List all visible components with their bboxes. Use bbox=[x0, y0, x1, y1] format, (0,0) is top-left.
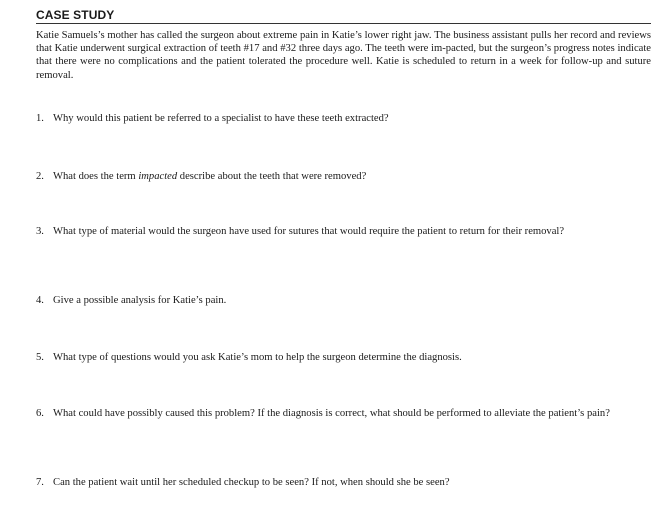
question-text bbox=[53, 170, 651, 183]
question-4 bbox=[36, 294, 651, 307]
question-number: 2. bbox=[36, 171, 44, 182]
case-study-intro: Katie Samuels’s mother has called the surgeon about extreme pain in Katie’s lower right jaw. The business assistant pulls her record and reviews that Katie underwent surgical extraction of teeth #17 and #32 three days ago. The teeth were im-pacted, but the surgeon’s progress notes indicate that there were no complications and the patient tolerated the procedure well. Katie is scheduled to return in a week for follow-up and suture removal. bbox=[36, 30, 651, 81]
question-number: 6. bbox=[36, 408, 44, 419]
question-text-part: What does the term bbox=[53, 171, 139, 182]
question-number: 4. bbox=[36, 295, 44, 306]
case-study-page bbox=[36, 8, 651, 82]
emphasized-term: impacted bbox=[138, 171, 178, 182]
question-number: 1. bbox=[36, 113, 44, 124]
case-study-heading: CASE STUDY bbox=[36, 8, 651, 24]
question-7 bbox=[36, 476, 651, 489]
question-text: Give a possible analysis for Katie’s pain. bbox=[53, 295, 227, 306]
question-text-part: describe about the teeth that were removed? bbox=[177, 171, 367, 182]
question-text: What type of material would the surgeon have used for sutures that would require the patient to return for their removal? bbox=[53, 226, 565, 237]
question-5 bbox=[36, 351, 651, 364]
question-6 bbox=[36, 407, 651, 420]
question-text: What could have possibly caused this problem? If the diagnosis is correct, what should be performed to alleviate the patient’s pain? bbox=[53, 408, 610, 419]
question-1 bbox=[36, 112, 651, 125]
question-text: What type of questions would you ask Katie’s mom to help the surgeon determine the diagnosis. bbox=[53, 352, 462, 363]
question-3 bbox=[36, 225, 651, 238]
question-number: 7. bbox=[36, 477, 44, 488]
question-text: Can the patient wait until her scheduled checkup to be seen? If not, when should she be seen? bbox=[53, 477, 450, 488]
question-number: 5. bbox=[36, 352, 44, 363]
question-text: Why would this patient be referred to a specialist to have these teeth extracted? bbox=[53, 113, 389, 124]
question-number: 3. bbox=[36, 226, 44, 237]
question-2 bbox=[36, 170, 651, 183]
